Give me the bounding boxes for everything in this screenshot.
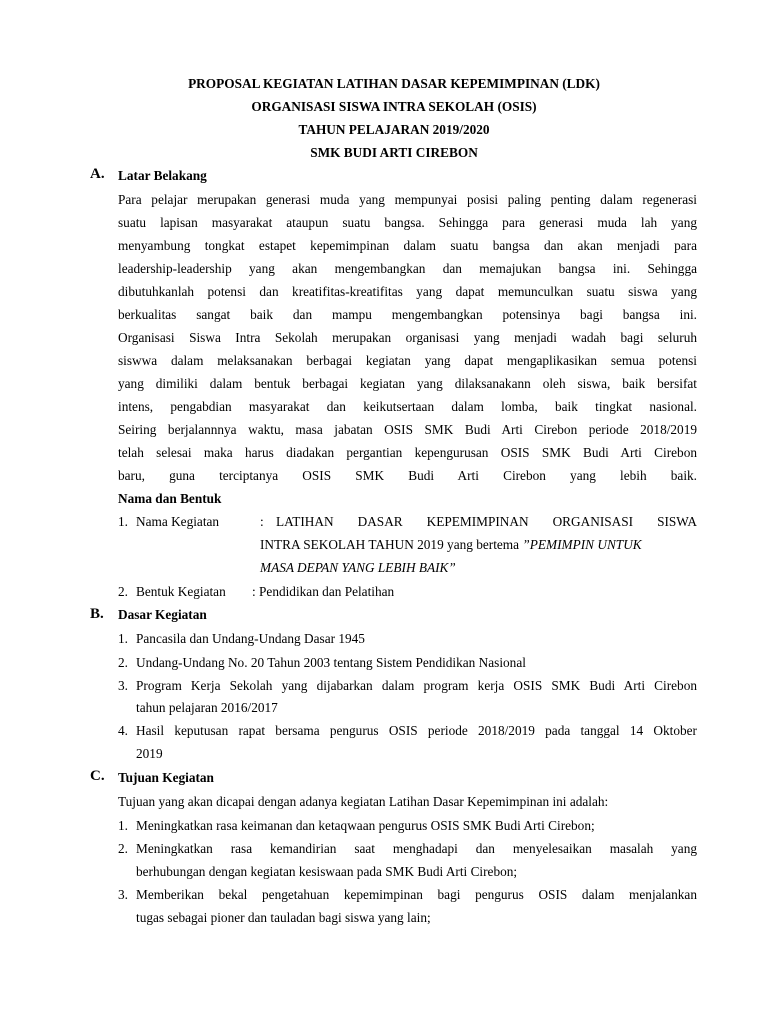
section-a-line: baru, guna terciptanya OSIS SMK Budi Arti Cirebon yang lebih baik. [118, 468, 697, 483]
section-c-letter: C. [90, 768, 105, 784]
dasar-item-cont: 2019 [136, 746, 163, 761]
section-a-line: berkualitas sangat baik dan mampu mengembangkan potensinya bagi bangsa ini. [118, 307, 697, 322]
section-a-line: Para pelajar merupakan generasi muda yang mempunyai posisi paling penting dalam regenerasi [118, 192, 697, 207]
title-line-4: SMK BUDI ARTI CIREBON [310, 145, 478, 160]
section-a-line: dibutuhkanlah potensi dan kreatifitas-kreatifitas yang dapat memunculkan suatu siswa yang [118, 284, 697, 299]
list-number: 2. [118, 841, 128, 856]
tujuan-item-cont: tugas sebagai pioner dan tauladan bagi siswa yang lain; [136, 910, 431, 925]
list-number: 3. [118, 678, 128, 693]
tujuan-item: Memberikan bekal pengetahuan kepemimpinan bagi pengurus OSIS dalam menjalankan [136, 887, 697, 902]
section-a-line: suatu lapisan masyarakat ataupun suatu bangsa. Sehingga para generasi muda lah yang [118, 215, 697, 230]
section-a-heading: Latar Belakang [118, 168, 207, 183]
list-number: 1. [118, 514, 128, 529]
section-a-line: leadership-leadership yang akan mengembangkan dan memajukan bangsa ini. Sehingga [118, 261, 697, 276]
list-number: 2. [118, 584, 128, 599]
tujuan-item: Meningkatkan rasa kemandirian saat menghadapi dan menyelesaikan masalah yang [136, 841, 697, 856]
title-line-1: PROPOSAL KEGIATAN LATIHAN DASAR KEPEMIMPINAN (LDK) [188, 76, 600, 91]
tema-text: ”PEMIMPIN UNTUK [522, 537, 642, 552]
dasar-item: Program Kerja Sekolah yang dijabarkan dalam program kerja OSIS SMK Budi Arti Cirebon [136, 678, 697, 693]
section-a-subheading: Nama dan Bentuk [118, 491, 222, 506]
section-a-line: Seiring berjalannnya waktu, masa jabatan OSIS SMK Budi Arti Cirebon periode 2018/2019 [118, 422, 697, 437]
dasar-item: Undang-Undang No. 20 Tahun 2003 tentang Sistem Pendidikan Nasional [136, 655, 526, 670]
list-number: 1. [118, 631, 128, 646]
tujuan-item-cont: berhubungan dengan kegiatan kesiswaan pada SMK Budi Arti Cirebon; [136, 864, 518, 879]
list-number: 4. [118, 723, 128, 738]
nama-kegiatan-label: Nama Kegiatan [136, 514, 220, 529]
section-a-line: menyambung tongkat estapet kepemimpinan dalam suatu bangsa dan akan menjadi para [118, 238, 697, 253]
tujuan-item: Meningkatkan rasa keimanan dan ketaqwaan pengurus OSIS SMK Budi Arti Cirebon; [136, 818, 595, 833]
section-a-line: yang dimiliki dalam bentuk berbagai kegiatan yang dilaksanakann oleh siswa, baik bersifat [118, 376, 697, 391]
list-number: 1. [118, 818, 128, 833]
section-a-letter: A. [90, 166, 105, 182]
section-c-intro: Tujuan yang akan dicapai dengan adanya kegiatan Latihan Dasar Kepemimpinan ini adalah: [118, 794, 609, 809]
nama-kegiatan-value: LATIHAN DASAR KEPEMIMPINAN ORGANISASI SISWA [276, 514, 697, 529]
section-c-heading: Tujuan Kegiatan [118, 770, 214, 785]
section-a-line: telah selesai maka harus diadakan pergantian kepengurusan OSIS SMK Budi Arti Cirebon [118, 445, 697, 460]
dasar-item: Hasil keputusan rapat bersama pengurus OSIS periode 2018/2019 pada tanggal 14 Oktober [136, 723, 697, 738]
nama-kegiatan-value-plain: INTRA SEKOLAH TAHUN 2019 yang bertema [260, 537, 523, 552]
nama-kegiatan-value-line2 [260, 537, 642, 553]
section-b-letter: B. [90, 606, 104, 622]
section-a-line: Organisasi Siswa Intra Sekolah merupakan organisasi yang menjadi wadah bagi seluruh [118, 330, 697, 345]
title-line-3: TAHUN PELAJARAN 2019/2020 [298, 122, 490, 137]
list-number: 3. [118, 887, 128, 902]
section-a-line: intens, pengabdian masyarakat dan keikutsertaan dalam lomba, baik tingkat nasional. [118, 399, 697, 414]
bentuk-kegiatan-label: Bentuk Kegiatan [136, 584, 226, 599]
section-b-heading: Dasar Kegiatan [118, 607, 207, 622]
section-a-line: siswwa dalam melaksanakan berbagai kegiatan yang dapat mengaplikasikan semua potensi [118, 353, 697, 368]
bentuk-kegiatan-value: : Pendidikan dan Pelatihan [252, 584, 395, 599]
dasar-item-cont: tahun pelajaran 2016/2017 [136, 700, 278, 715]
nama-kegiatan-colon: : [260, 514, 264, 529]
tema-text-line3: MASA DEPAN YANG LEBIH BAIK” [260, 560, 456, 575]
dasar-item: Pancasila dan Undang-Undang Dasar 1945 [136, 631, 365, 646]
title-line-2: ORGANISASI SISWA INTRA SEKOLAH (OSIS) [251, 99, 537, 114]
list-number: 2. [118, 655, 128, 670]
